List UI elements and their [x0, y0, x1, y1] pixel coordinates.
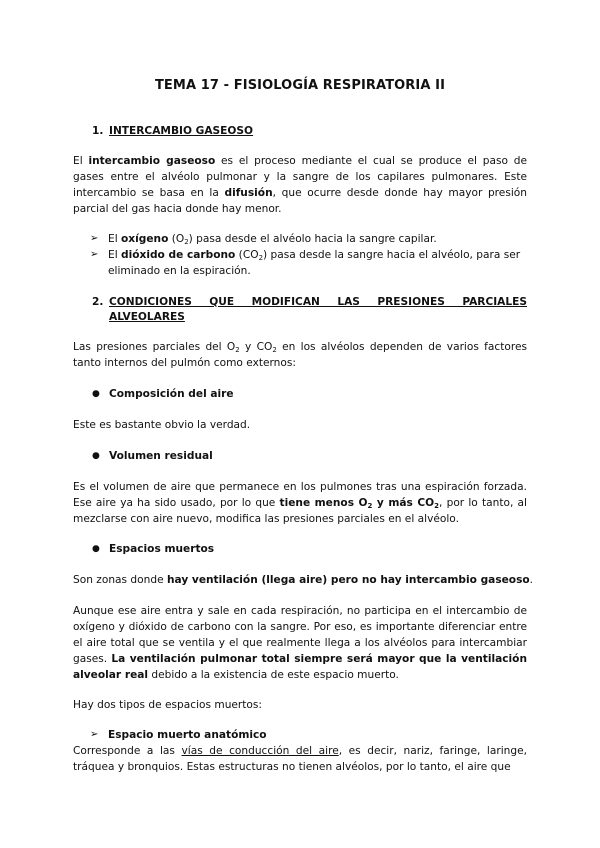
bullet-dioxido: El dióxido de carbono $(CO_2)$ pasa desde la sangre hacia el alvéolo, para ser eliminado en la espiración. [108, 249, 521, 277]
tipos-espacios-muertos: Hay dos tipos de espacios muertos: [73, 699, 263, 711]
section-1-heading: INTERCAMBIO GASEOSO [109, 125, 254, 137]
espacio-anatomico-text: Corresponde a las vías de conducción del aire, es decir, nariz, faringe, laringe, tráquea y bronquios. Estas estructuras no tienen alvéolos, por lo tanto, el aire que [73, 745, 527, 773]
arrow-bullet-icon: ➢ [90, 249, 99, 260]
bullet-dot-icon: ● [92, 389, 100, 399]
section-2-heading-line-1: CONDICIONES QUE MODIFICAN LAS PRESIONES PARCIALES [109, 296, 527, 308]
subheading-espacio-anatomico: Espacio muerto anatómico [108, 729, 267, 741]
section-2-heading-line-2: ALVEOLARES [109, 311, 185, 323]
subheading-volumen-residual: Volumen residual [109, 450, 213, 462]
bullet-oxigeno: El oxígeno $(O_2)$ pasa desde el alvéolo hacia la sangre capilar. [108, 233, 437, 246]
subheading-espacios-muertos: Espacios muertos [109, 543, 215, 555]
section-2-number: 2. [92, 296, 104, 308]
composicion-text: Este es bastante obvio la verdad. [73, 419, 251, 431]
subheading-composicion: Composición del aire [109, 388, 234, 400]
arrow-bullet-icon: ➢ [90, 233, 99, 244]
bullet-dot-icon: ● [92, 544, 100, 554]
section-1-number: 1. [92, 125, 104, 137]
page-title: TEMA 17 - FISIOLOGÍA RESPIRATORIA II [154, 78, 446, 93]
presiones-intro: Las presiones parciales del $O_2$ y $CO_2$ en los alvéolos dependen de varios factores tanto internos del pulmón como externos: [73, 341, 528, 369]
arrow-bullet-icon: ➢ [90, 729, 99, 740]
volumen-residual-text: Es el volumen de aire que permanece en los pulmones tras una espiración forzada. Ese aire ya ha sido usado, por lo que tiene menos $O_2$ y más $CO_2$, por lo tanto, al mezclarse con aire nuevo, modifica las presiones parciales en el alvéolo. [73, 481, 527, 525]
bullet-dot-icon: ● [92, 451, 100, 461]
espacios-muertos-definition: Son zonas donde hay ventilación (llega aire) pero no hay intercambio gaseoso. [73, 574, 534, 586]
intercambio-paragraph: El intercambio gaseoso es el proceso mediante el cual se produce el paso de gases entre el alvéolo pulmonar y la sangre de los capilares pulmonares. Este intercambio se basa en la difusión, que ocurre desde donde hay mayor presión parcial del gas hacia donde hay menor. [73, 155, 527, 215]
espacios-muertos-explanation: Aunque ese aire entra y sale en cada respiración, no participa en el intercambio de oxígeno y dióxido de carbono con la sangre. Por eso, es importante diferenciar entre el aire total que se ventila y el que realmente llega a los alvéolos para intercambiar gases. La ventilación pulmonar total siempre será mayor que la ventilación alveolar real debido a la existencia de este espacio muerto. [73, 605, 527, 681]
